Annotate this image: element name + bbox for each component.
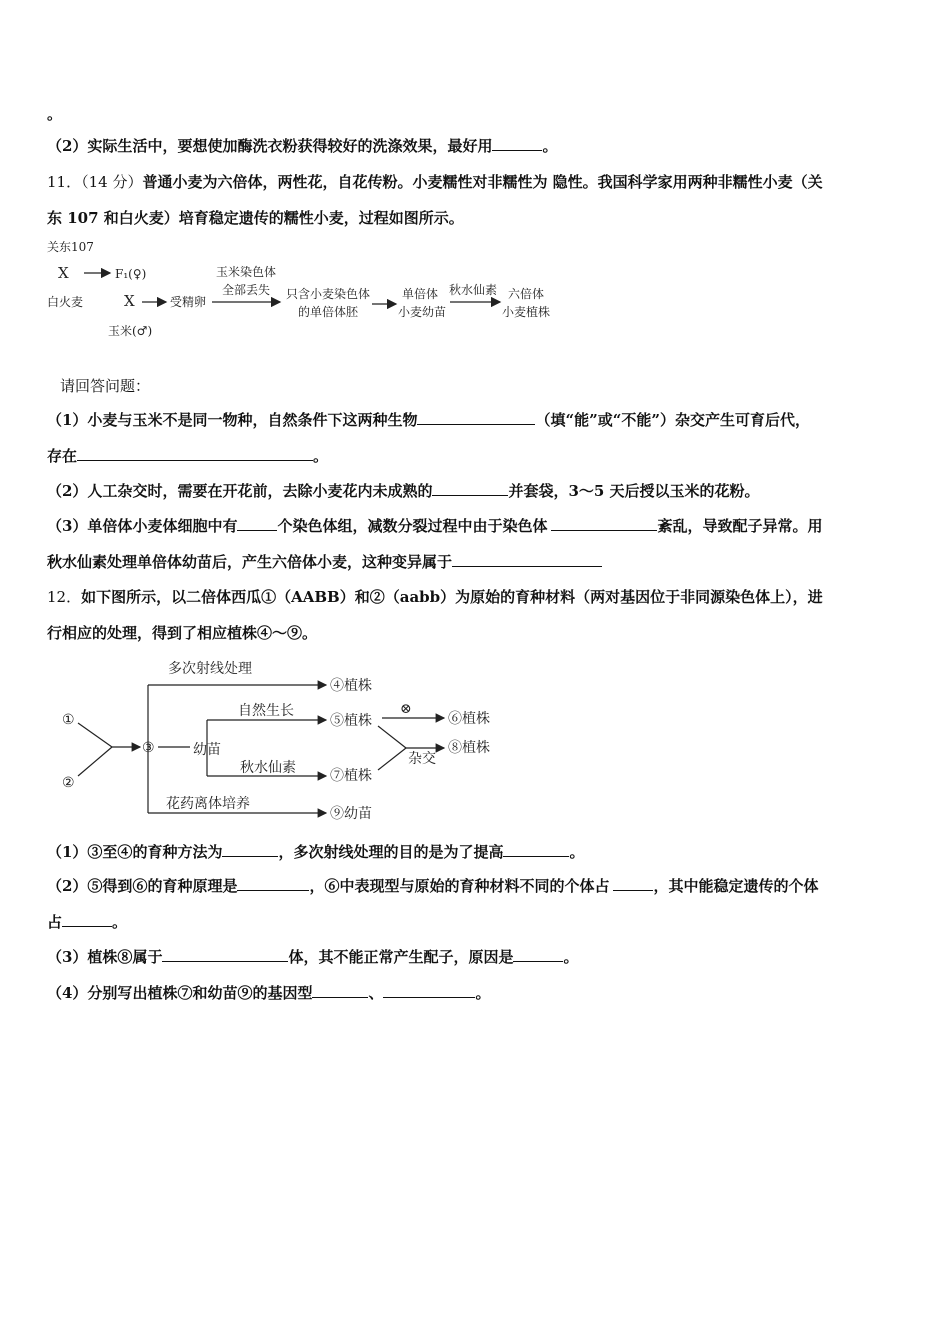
label-zygote: 受精卵 (170, 295, 207, 309)
node-p4: ④植株 (330, 678, 372, 694)
q12-part3: （3）植株⑧属于 体，其不能正常产生配子，原因是 。 (47, 948, 579, 966)
label-guandong107: 关东107 (47, 240, 94, 254)
node-3: ③ (142, 740, 155, 756)
blank[interactable] (383, 983, 475, 998)
blank[interactable] (62, 912, 112, 927)
q12-part1: （1）③至④的育种方法为 ，多次射线处理的目的是为了提高 。 (47, 843, 585, 861)
node-p7: ⑦植株 (330, 768, 372, 784)
q11-stem-line2: 东 107 和白火麦）培育稳定遗传的糯性小麦，过程如图所示。 (47, 209, 464, 227)
q12-part2-line2: 占 。 (47, 913, 128, 931)
label-hybridize: 杂交 (408, 751, 436, 767)
label-chromosome-loss-2: 全部丢失 (222, 283, 271, 297)
q11-stem-line1: 11．（14 分）普通小麦为六倍体，两性花，自花传粉。小麦糯性对非糯性为 隐性。我国科学家用两种非糯性小麦（关 (47, 173, 823, 191)
node-p9: ⑨幼苗 (330, 806, 372, 822)
blank[interactable] (312, 983, 368, 998)
blank[interactable] (492, 136, 542, 151)
label-colchicine: 秋水仙素 (449, 283, 498, 297)
node-2: ② (62, 775, 75, 791)
q11-part3-line2: 秋水仙素处理单倍体幼苗后，产生六倍体小麦，这种变异属于 (47, 552, 602, 572)
label-baihuomai: 白火麦 (47, 295, 84, 309)
blank[interactable] (237, 876, 309, 891)
label-natural-growth: 自然生长 (238, 703, 294, 719)
node-p8: ⑧植株 (448, 740, 490, 756)
edge-p7-to-cross (378, 748, 406, 770)
q11-part1-line1: （1）小麦与玉米不是同一物种，自然条件下这两种生物 （填“能”或“不能”）杂交产生可育后代， (47, 411, 810, 429)
q12-stem-line2: 行相应的处理，得到了相应植株④～⑨。 (47, 624, 318, 642)
question-number: 12． (47, 588, 82, 606)
label-haploid-seedling-1: 单倍体 (402, 287, 439, 301)
q11-part2: （2）人工杂交时，需要在开花前，去除小麦花内未成熟的 并套袋，3～5 天后授以玉米的花粉。 (47, 482, 760, 500)
label-hexaploid-2: 小麦植株 (502, 305, 551, 319)
cross-mark-2: X (124, 292, 135, 310)
node-p5: ⑤植株 (330, 713, 372, 729)
label-haploid-embryo-2: 的单倍体胚 (298, 305, 359, 319)
blank[interactable] (503, 842, 569, 857)
blank[interactable] (452, 552, 602, 567)
q11-part3-line1: （3）单倍体小麦体细胞中有 个染色体组，减数分裂过程中由于染色体 紊乱，导致配子异常。用 (47, 517, 823, 535)
q12-stem-line1: 12．如下图所示，以二倍体西瓜①（AABB）和②（aabb）为原始的育种材料（两对基因位于非同源染色体上），进 (47, 588, 823, 606)
blank[interactable] (222, 842, 278, 857)
blank[interactable] (237, 516, 277, 531)
label-hexaploid-1: 六倍体 (508, 287, 545, 301)
label-radiation: 多次射线处理 (168, 661, 252, 677)
blank[interactable] (513, 947, 563, 962)
blank[interactable] (417, 410, 535, 425)
q10-part2: （2）实际生活中，要想使加酶洗衣粉获得较好的洗涤效果，最好用 。 (47, 137, 558, 155)
cross-mark-1: X (58, 264, 69, 282)
blank[interactable] (162, 947, 288, 962)
question-number: 11．（14 分） (47, 173, 143, 191)
label-chromosome-loss-1: 玉米染色体 (216, 265, 277, 279)
blank[interactable] (551, 516, 657, 531)
edge-2-to-3 (78, 747, 112, 776)
label-haploid-embryo-1: 只含小麦染色体 (286, 287, 371, 301)
node-p6: ⑥植株 (448, 711, 490, 727)
q12-part4: （4）分别写出植株⑦和幼苗⑨的基因型 、 。 (47, 984, 491, 1002)
self-cross-symbol: ⊗ (400, 701, 412, 717)
label-seedling: 幼苗 (193, 742, 221, 758)
label-haploid-seedling-2: 小麦幼苗 (398, 305, 447, 319)
label-maize-male: 玉米(♂) (108, 324, 153, 338)
label-f1-female: F₁(♀) (115, 267, 147, 281)
blank[interactable] (613, 876, 653, 891)
blank[interactable] (432, 481, 508, 496)
q11-prompt: 请回答问题： (60, 377, 151, 395)
edge-1-to-3 (78, 723, 112, 747)
stray-period: 。 (47, 105, 63, 123)
q11-part1-line2: 存在 。 (47, 447, 329, 465)
edge-p5-to-cross (378, 726, 406, 748)
blank[interactable] (77, 446, 313, 461)
label-colchicine-12: 秋水仙素 (240, 760, 296, 776)
node-1: ① (62, 712, 75, 728)
q12-part2-line1: （2）⑤得到⑥的育种原理是 ，⑥中表现型与原始的育种材料不同的个体占 ，其中能稳定遗传的个体 (47, 877, 819, 895)
label-anther-culture: 花药离体培养 (166, 796, 250, 812)
